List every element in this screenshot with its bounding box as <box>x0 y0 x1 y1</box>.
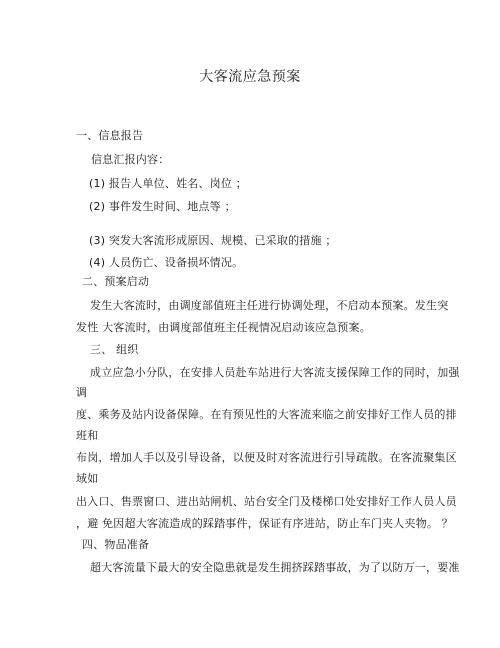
paragraph-line: 发生大客流时，由调度部值班主任进行协调处理，不启动本预案。发生突 <box>90 299 449 312</box>
section-heading-info-report: 一、信息报告 <box>76 129 144 142</box>
paragraph-line: ，避 免因超大客流造成的踩踏事件，保证有序进站，防止车门夹人夹物。 ？ <box>76 517 453 530</box>
paragraph-line: 成立应急小分队，在安排人员赴车站进行大客流支援保障工作的同时，加强 <box>90 366 460 379</box>
list-item: (1) 报告人单位、姓名、岗位 ； <box>89 177 247 190</box>
section-heading-plan-start: 二、预案启动 <box>82 275 150 288</box>
paragraph-line: 超大客流量下最大的安全隐患就是发生拥挤踩踏事故，为了以防万一，要准 <box>90 561 460 574</box>
list-item: (2) 事件发生时间、地点等 ； <box>89 200 236 213</box>
list-item: (4) 人员伤亡、设备损坏情况。 <box>89 256 244 269</box>
section-heading-organization: 三、 组织 <box>90 343 139 356</box>
paragraph-line: 域如 <box>76 472 99 485</box>
document-title: 大客流应急预案 <box>199 69 301 85</box>
paragraph-line: 发性 大客流时，由调度部值班主任视情况启动该应急预案。 <box>76 321 371 334</box>
paragraph-line: 度、乘务及站内设备保障。在有预见性的大客流来临之前安排好工作人员的排 <box>76 408 457 421</box>
paragraph-line: 信息汇报内容： <box>91 153 170 166</box>
section-heading-supplies: 四、物品准备 <box>82 538 150 551</box>
paragraph-line: 调 <box>76 386 88 399</box>
paragraph-line: 布岗，增加人手以及引导设备，以便及时对客流进行引导疏散。在客流聚集区 <box>76 451 457 464</box>
paragraph-line: 出入口、售票窗口、进出站闸机、站台安全门及楼梯口处安排好工作人员人员 <box>76 495 457 508</box>
paragraph-line: 班和 <box>76 429 99 442</box>
list-item: (3) 突发大客流形成原因、规模、已采取的措施 ； <box>89 234 337 247</box>
